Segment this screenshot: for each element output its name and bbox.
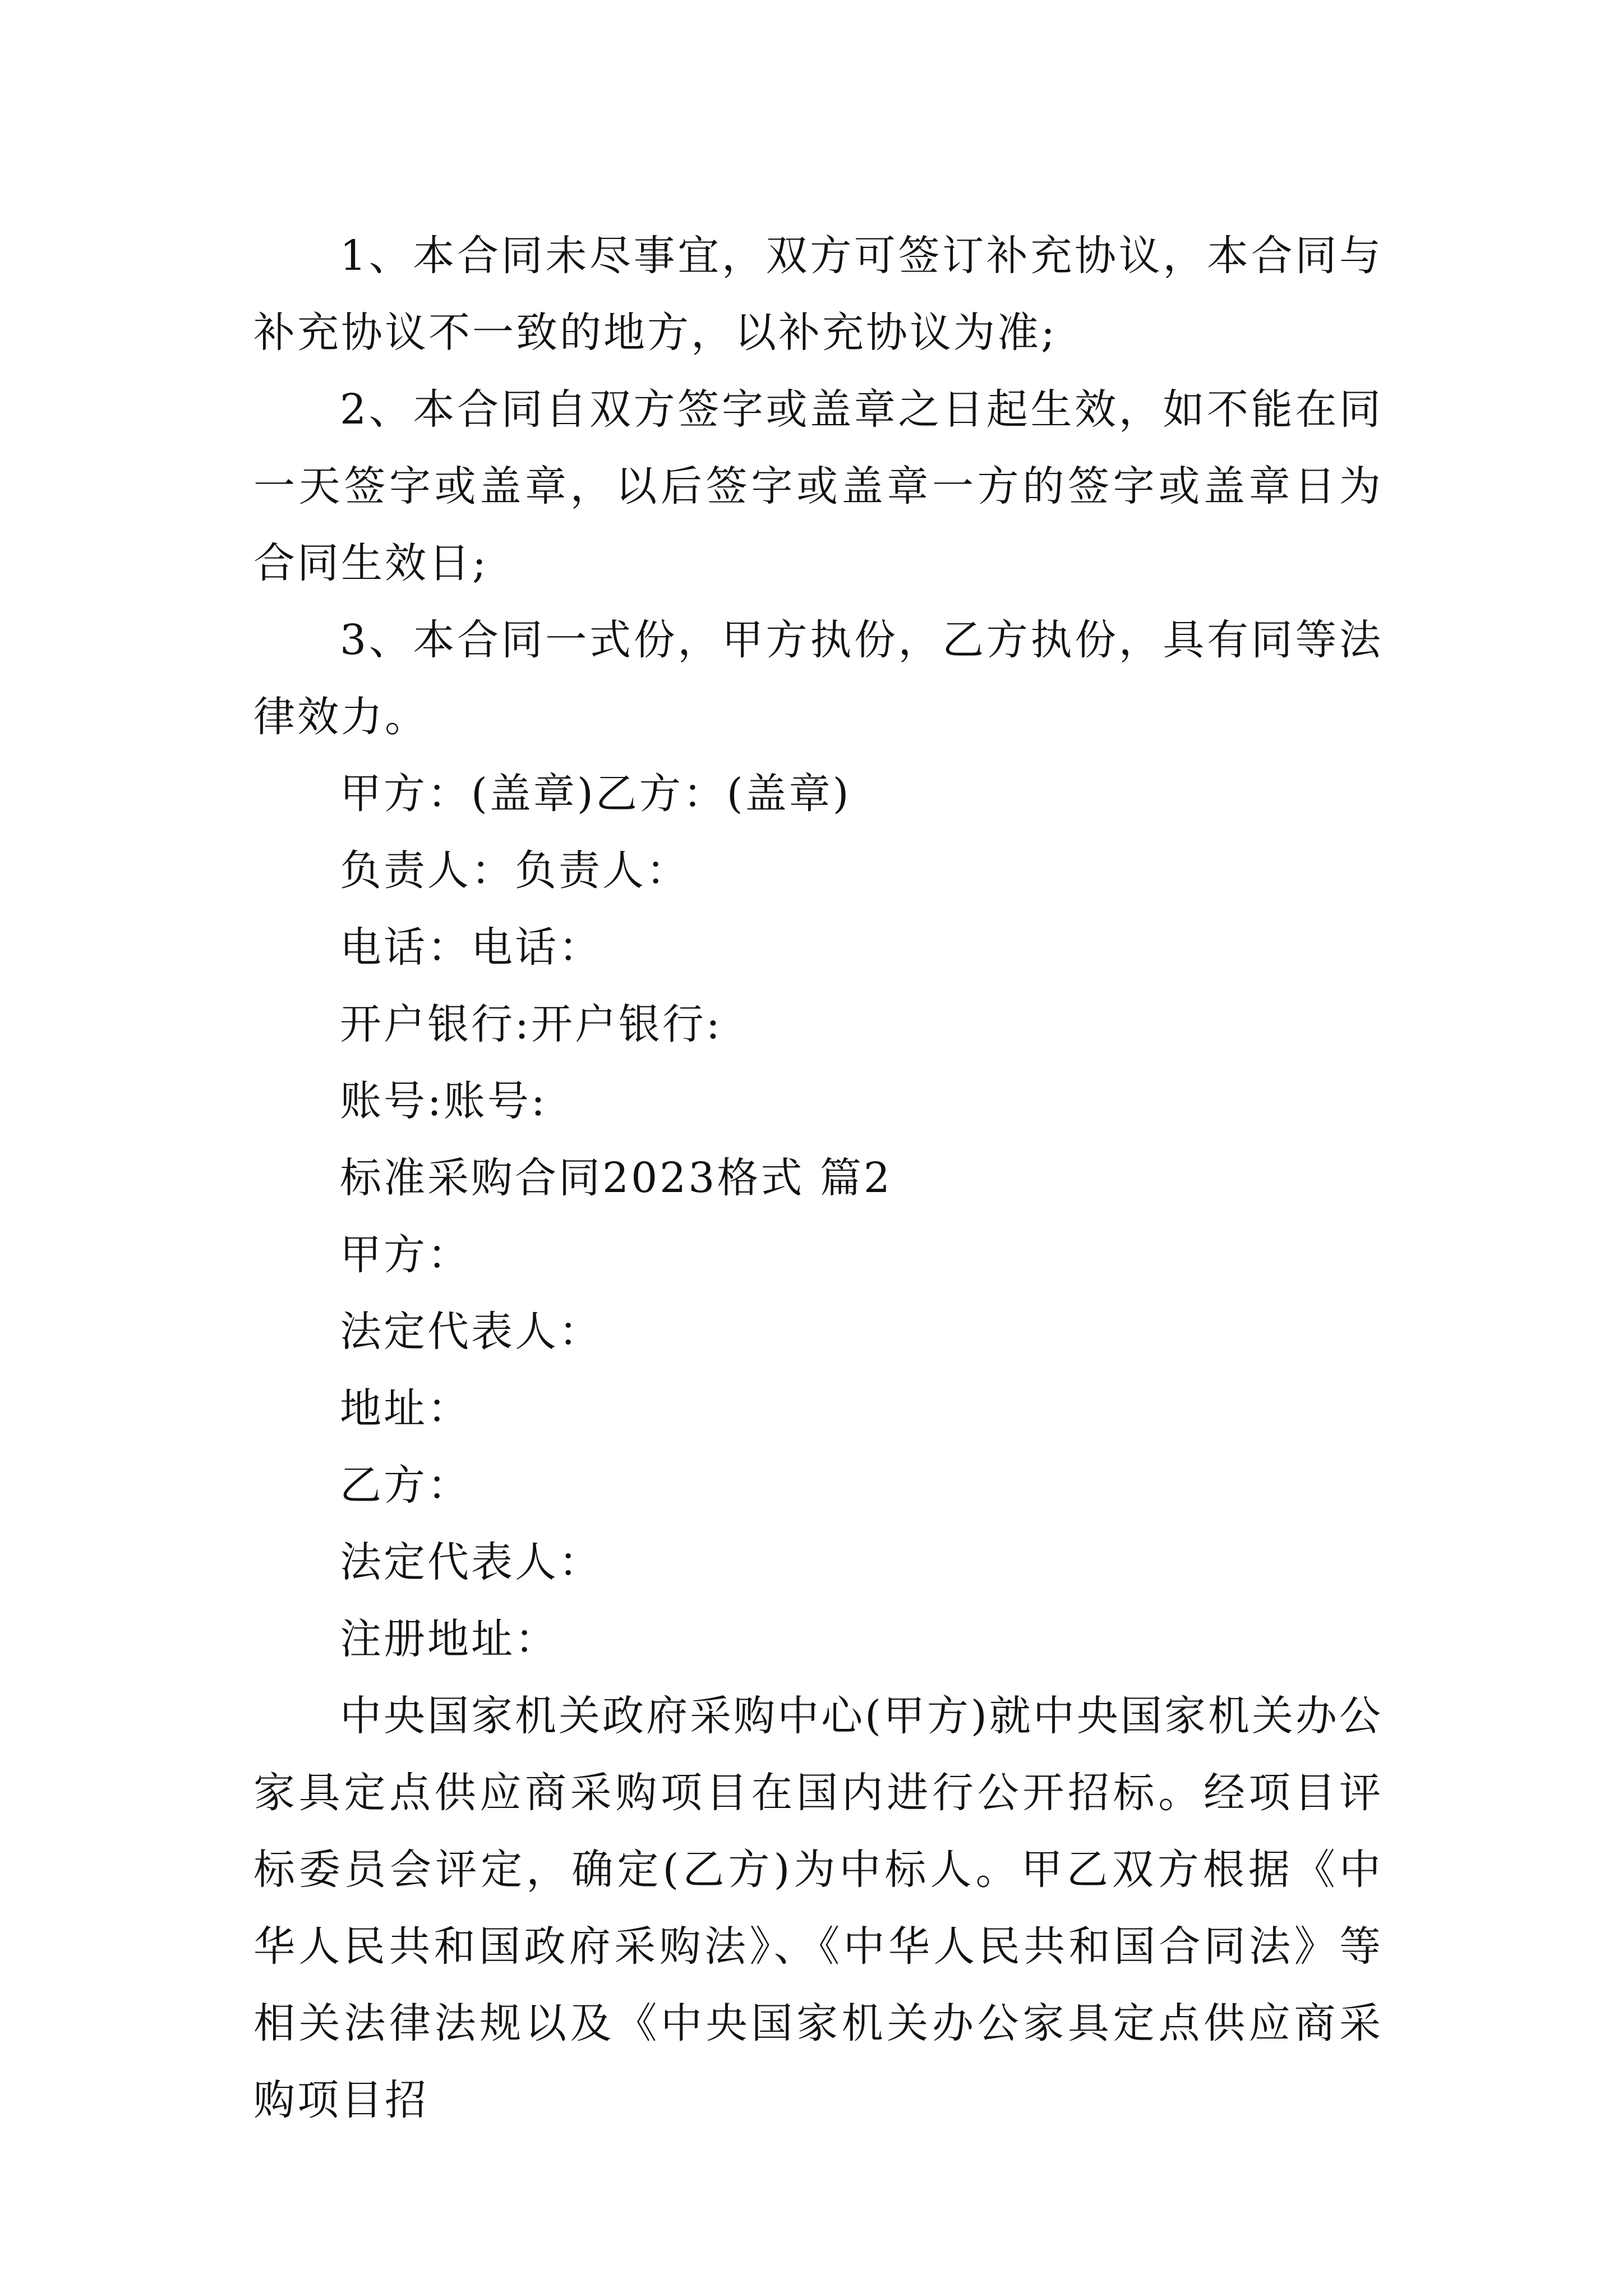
party-a-line: 甲方： (340, 1231, 471, 1279)
party-b-representative-line: 法定代表人： (340, 1538, 602, 1586)
document-body (253, 218, 1383, 2139)
clause-effective-date: 2、本合同自双方签字或盖章之日起生效，如不能在同一天签字或盖章，以后签字或盖章一方的签字或盖章日为合同生效日; (253, 385, 1383, 587)
account-line: 账号:账号: (340, 1077, 547, 1125)
signature-seal-line: 甲方：(盖章)乙方：(盖章) (340, 770, 851, 818)
party-b-registered-address-line: 注册地址： (340, 1615, 559, 1663)
section-heading: 标准采购合同2023格式 篇2 (340, 1154, 892, 1202)
clause-supplementary-agreement: 1、本合同未尽事宜，双方可签订补充协议，本合同与补充协议不一致的地方，以补充协议为准; (253, 232, 1383, 357)
bank-line: 开户银行:开户银行: (340, 1000, 722, 1048)
party-b-line: 乙方： (340, 1461, 471, 1510)
responsible-person-line: 负责人：负责人： (340, 846, 690, 895)
party-a-representative-line: 法定代表人： (340, 1308, 602, 1356)
clause-copies: 3、本合同一式份，甲方执份，乙方执份，具有同等法律效力。 (253, 616, 1383, 741)
phone-line: 电话：电话： (340, 923, 602, 972)
contract-preamble: 中央国家机关政府采购中心(甲方)就中央国家机关办公家具定点供应商采购项目在国内进行公开招标。经项目评标委员会评定，确定(乙方)为中标人。甲乙双方根据《中华人民共和国政府采购法》、《中华人民共和国合同法》等相关法律法规以及《中央国家机关办公家具定点供应商采购项目招 (253, 1692, 1383, 2124)
party-a-address-line: 地址： (340, 1384, 471, 1433)
